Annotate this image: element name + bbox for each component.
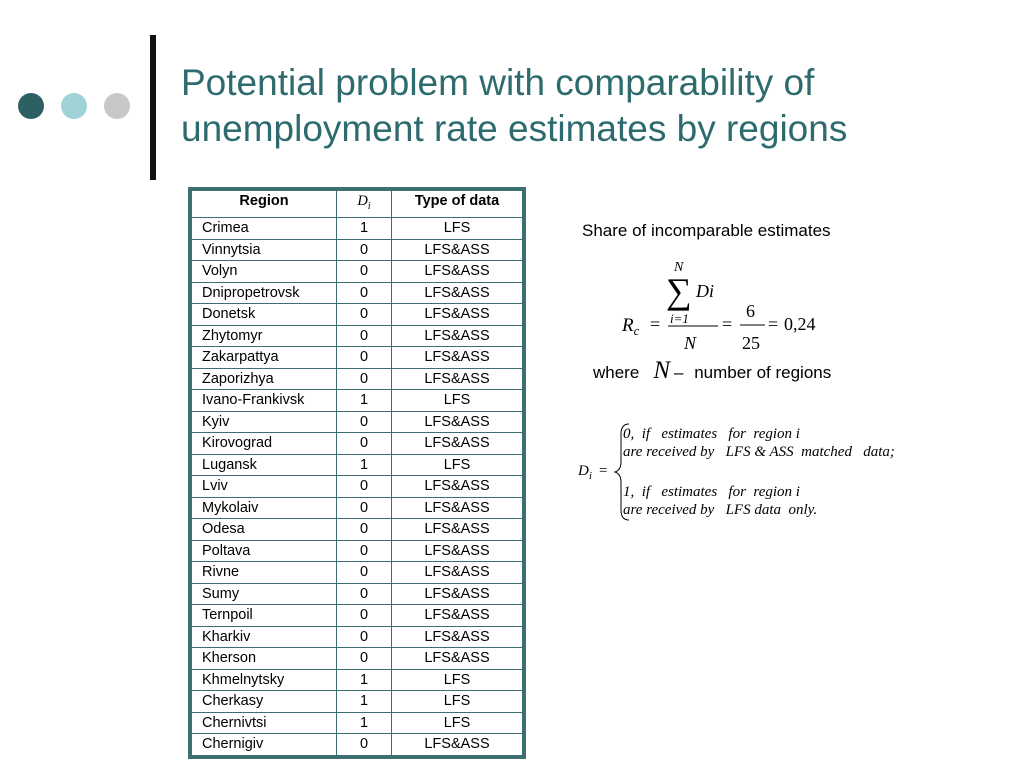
- table-row: [192, 368, 523, 390]
- regions-table: [188, 187, 526, 759]
- where-note: [593, 356, 831, 388]
- formula-eq3: =: [768, 314, 779, 334]
- table-row: [192, 218, 523, 240]
- region-cell: Volyn: [192, 261, 337, 283]
- table-row: [192, 605, 523, 627]
- region-cell: Zakarpattya: [192, 347, 337, 369]
- type-cell: LFS&ASS: [392, 325, 523, 347]
- region-cell: Lugansk: [192, 454, 337, 476]
- di-cell: 1: [337, 712, 392, 734]
- table-row: [192, 433, 523, 455]
- table-row: [192, 497, 523, 519]
- type-cell: LFS&ASS: [392, 540, 523, 562]
- region-cell: Crimea: [192, 218, 337, 240]
- region-cell: Zhytomyr: [192, 325, 337, 347]
- table-row: [192, 325, 523, 347]
- title-divider: [150, 35, 156, 180]
- region-cell: Odesa: [192, 519, 337, 541]
- table-row: [192, 648, 523, 670]
- table-row: [192, 540, 523, 562]
- table-row: [192, 669, 523, 691]
- region-cell: Dnipropetrovsk: [192, 282, 337, 304]
- share-formula: [600, 255, 860, 355]
- type-cell: LFS&ASS: [392, 433, 523, 455]
- di-cell: 0: [337, 433, 392, 455]
- table-row: [192, 734, 523, 756]
- where-description: number of regions: [694, 363, 832, 382]
- piecewise-eq: =: [599, 463, 608, 479]
- di-cell: 0: [337, 325, 392, 347]
- di-cell: 0: [337, 605, 392, 627]
- type-cell: LFS&ASS: [392, 648, 523, 670]
- case0-line1: 0, if estimates for region i: [623, 426, 800, 442]
- type-cell: LFS&ASS: [392, 497, 523, 519]
- formula-result: 0,24: [784, 314, 816, 334]
- region-cell: Cherkasy: [192, 691, 337, 713]
- di-cell: 0: [337, 540, 392, 562]
- di-cell: 0: [337, 282, 392, 304]
- formula-denominator: N: [684, 333, 697, 353]
- di-cell: 0: [337, 519, 392, 541]
- table-row: [192, 562, 523, 584]
- type-cell: LFS&ASS: [392, 476, 523, 498]
- type-cell: LFS&ASS: [392, 583, 523, 605]
- type-cell: LFS&ASS: [392, 605, 523, 627]
- region-cell: Vinnytsia: [192, 239, 337, 261]
- table-row: [192, 347, 523, 369]
- sum-upper: N: [674, 260, 684, 275]
- type-cell: LFS&ASS: [392, 368, 523, 390]
- region-cell: Chernivtsi: [192, 712, 337, 734]
- type-cell: LFS: [392, 669, 523, 691]
- title-line-1: Potential problem with comparability of: [181, 62, 815, 103]
- type-cell: LFS&ASS: [392, 562, 523, 584]
- decor-dot-light: [61, 93, 87, 119]
- table-row: [192, 626, 523, 648]
- region-cell: Donetsk: [192, 304, 337, 326]
- table-row: [192, 239, 523, 261]
- di-cell: 0: [337, 304, 392, 326]
- decor-dot-gray: [104, 93, 130, 119]
- di-cell: 0: [337, 411, 392, 433]
- table-header-row: [192, 191, 523, 218]
- region-cell: Khmelnytsky: [192, 669, 337, 691]
- type-cell: LFS&ASS: [392, 734, 523, 756]
- frac-numerator: 6: [746, 301, 755, 321]
- type-cell: LFS&ASS: [392, 626, 523, 648]
- table-row: [192, 304, 523, 326]
- header-region: Region: [192, 191, 337, 218]
- table-row: [192, 390, 523, 412]
- header-di: [337, 191, 392, 218]
- di-cell: 1: [337, 218, 392, 240]
- region-cell: Lviv: [192, 476, 337, 498]
- type-cell: LFS&ASS: [392, 261, 523, 283]
- region-cell: Kyiv: [192, 411, 337, 433]
- type-cell: LFS&ASS: [392, 411, 523, 433]
- table-row: [192, 712, 523, 734]
- di-cell: 0: [337, 239, 392, 261]
- where-dash: –: [674, 363, 684, 382]
- table-row: [192, 282, 523, 304]
- share-label: Share of incomparable estimates: [582, 221, 831, 240]
- region-cell: Kherson: [192, 648, 337, 670]
- table-row: [192, 476, 523, 498]
- formula-lhs: $R_c$: [622, 315, 640, 338]
- region-cell: Sumy: [192, 583, 337, 605]
- region-cell: Mykolaiv: [192, 497, 337, 519]
- table-row: [192, 261, 523, 283]
- header-type: Type of data: [392, 191, 523, 218]
- case0-line2: are received by LFS & ASS matched data;: [623, 444, 895, 460]
- di-cell: 0: [337, 347, 392, 369]
- piecewise-definition: [575, 420, 975, 530]
- type-cell: LFS&ASS: [392, 239, 523, 261]
- case1-line2: are received by LFS data only.: [623, 502, 818, 518]
- type-cell: LFS: [392, 691, 523, 713]
- table-row: [192, 519, 523, 541]
- di-cell: 0: [337, 261, 392, 283]
- type-cell: LFS: [392, 712, 523, 734]
- slide-title: [181, 60, 1001, 152]
- di-cell: 0: [337, 648, 392, 670]
- di-cell: 1: [337, 390, 392, 412]
- di-cell: 0: [337, 562, 392, 584]
- type-cell: LFS&ASS: [392, 304, 523, 326]
- header-di-text: $D_i$: [357, 193, 371, 212]
- type-cell: LFS: [392, 454, 523, 476]
- region-cell: Poltava: [192, 540, 337, 562]
- table-row: [192, 691, 523, 713]
- di-cell: 0: [337, 476, 392, 498]
- di-cell: 0: [337, 734, 392, 756]
- piecewise-lhs: $D_i$: [578, 463, 592, 482]
- region-cell: Kharkiv: [192, 626, 337, 648]
- table-row: [192, 583, 523, 605]
- region-cell: Kirovograd: [192, 433, 337, 455]
- region-cell: Ivano-Frankivsk: [192, 390, 337, 412]
- di-cell: 0: [337, 626, 392, 648]
- frac-denominator: 25: [742, 333, 760, 353]
- title-line-2: unemployment rate estimates by regions: [181, 108, 848, 149]
- type-cell: LFS&ASS: [392, 282, 523, 304]
- region-cell: Ternpoil: [192, 605, 337, 627]
- where-symbol: N: [653, 357, 670, 384]
- region-cell: Rivne: [192, 562, 337, 584]
- type-cell: LFS: [392, 390, 523, 412]
- di-cell: 1: [337, 691, 392, 713]
- case1-line1: 1, if estimates for region i: [623, 484, 800, 500]
- table-row: [192, 411, 523, 433]
- sum-term: Di: [696, 281, 714, 301]
- di-cell: 1: [337, 454, 392, 476]
- region-cell: Chernigiv: [192, 734, 337, 756]
- sum-symbol: ∑: [666, 271, 692, 311]
- di-cell: 0: [337, 583, 392, 605]
- region-cell: Zaporizhya: [192, 368, 337, 390]
- di-cell: 1: [337, 669, 392, 691]
- type-cell: LFS&ASS: [392, 347, 523, 369]
- formula-eq1: =: [650, 314, 661, 334]
- type-cell: LFS&ASS: [392, 519, 523, 541]
- table-row: [192, 454, 523, 476]
- di-cell: 0: [337, 368, 392, 390]
- sum-lower: i=1: [670, 311, 689, 326]
- type-cell: LFS: [392, 218, 523, 240]
- di-cell: 0: [337, 497, 392, 519]
- where-prefix: where: [593, 363, 640, 382]
- decor-dot-dark: [18, 93, 44, 119]
- formula-eq2: =: [722, 314, 733, 334]
